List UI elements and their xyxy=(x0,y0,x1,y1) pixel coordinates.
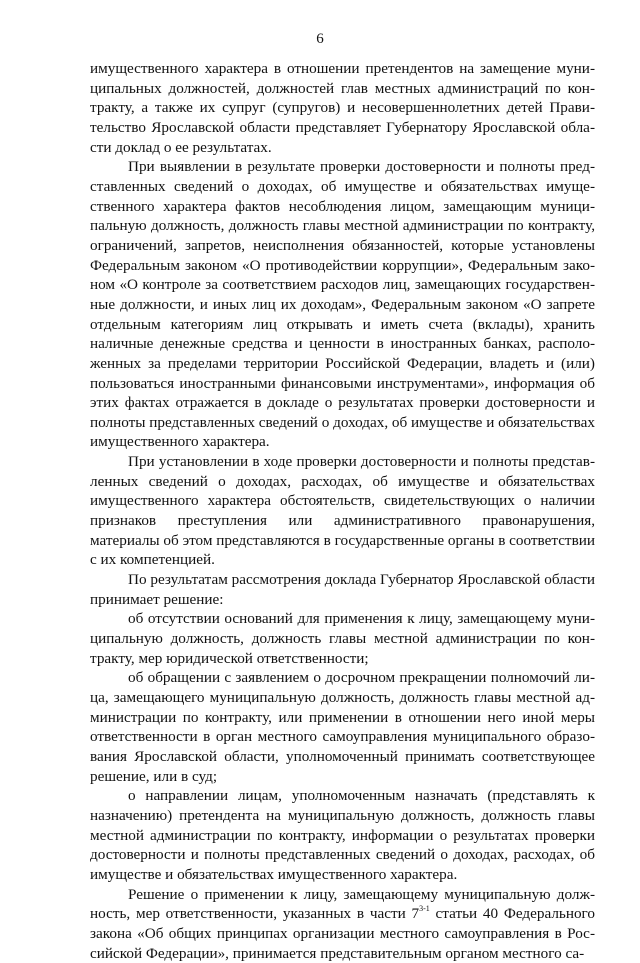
document-body xyxy=(90,59,595,963)
decision-item-no-grounds: об отсутствии оснований для применения к лицу, замещающему муниципальную должность, должность главы местной администрации по контракту, мер юридической ответственности; xyxy=(90,610,595,667)
decision-item-inform-appointers: о направлении лицам, уполномоченным назначать (представлять к назначению) претендента на муниципальную должность, должность главы местной администрации по контракту, информации о результатах проверки достоверности и полноты представленных сведений о доходах, расходах, об имуществе и обязательствах имущественного характера. xyxy=(90,787,595,883)
paragraph-governor-decision: По результатам рассмотрения доклада Губернатор Ярославской области принимает решение: xyxy=(90,571,595,608)
part-superscript: 3-1 xyxy=(419,904,430,914)
decision-item-early-termination: об обращении с заявлением о досрочном прекращении полномочий лица, замещающего муниципальную должность, должность главы местной администрации по контракту, или применении в отношении него иной меры ответственности в орган местного самоуправления муниципального образования Ярославской области, уполномоченный принимать соответствующее решение, или в суд; xyxy=(90,669,595,785)
paragraph-text-start: Решение о применении к лицу, замещающему муниципальную должность, мер ответственности, указанных в части 7 xyxy=(90,885,595,923)
page-number: 6 xyxy=(316,31,324,47)
paragraph-continuation: имущественного характера в отношении претендентов на замещение муниципальных должностей, должностей глав местных администраций по контракту, а также их супруг (супругов) и несовершеннолетних детей Правительство Ярославской области представляет Губернатору Ярославской области доклад о ее результатах. xyxy=(90,60,595,156)
paragraph-violations-report: При выявлении в результате проверки достоверности и полноты представленных сведений о доходах, об имуществе и обязательствах имущественного характера фактов несоблюдения лицом, замещающим муниципальную должность, должность главы местной администрации по контракту, ограничений, запретов, неисполнения обязанностей, которые установлены Федеральным законом «О противодействии коррупции», Федеральным законом «О контроле за соответствием расходов лиц, замещающих государственные должности, и иных лиц их доходам», Федеральным законом «О запрете отдельным категориям лиц открывать и иметь счета (вклады), хранить наличные денежные средства и ценности в иностранных банках, расположенных за пределами территории Российской Федерации, владеть и (или) пользоваться иностранными финансовыми инструментами», информация об этих фактах отражается в докладе о результатах проверки достоверности и полноты представленных сведений о доходах, об имуществе и обязательствах имущественного характера. xyxy=(90,158,595,451)
paragraph-crime-indicators: При установлении в ходе проверки достоверности и полноты представленных сведений о доходах, расходах, об имуществе и обязательствах имущественного характера обстоятельств, свидетельствующих о наличии признаков преступления или административного правонарушения, материалы об этом представляются в государственные органы в соответствии с их компетенцией. xyxy=(90,453,595,569)
paragraph-text-end: статьи 40 Федерального закона «Об общих принципах организации местного самоуправления в Российской Федерации», принимается представительным органом местного са- xyxy=(90,905,596,962)
paragraph-responsibility-decision xyxy=(90,885,595,963)
